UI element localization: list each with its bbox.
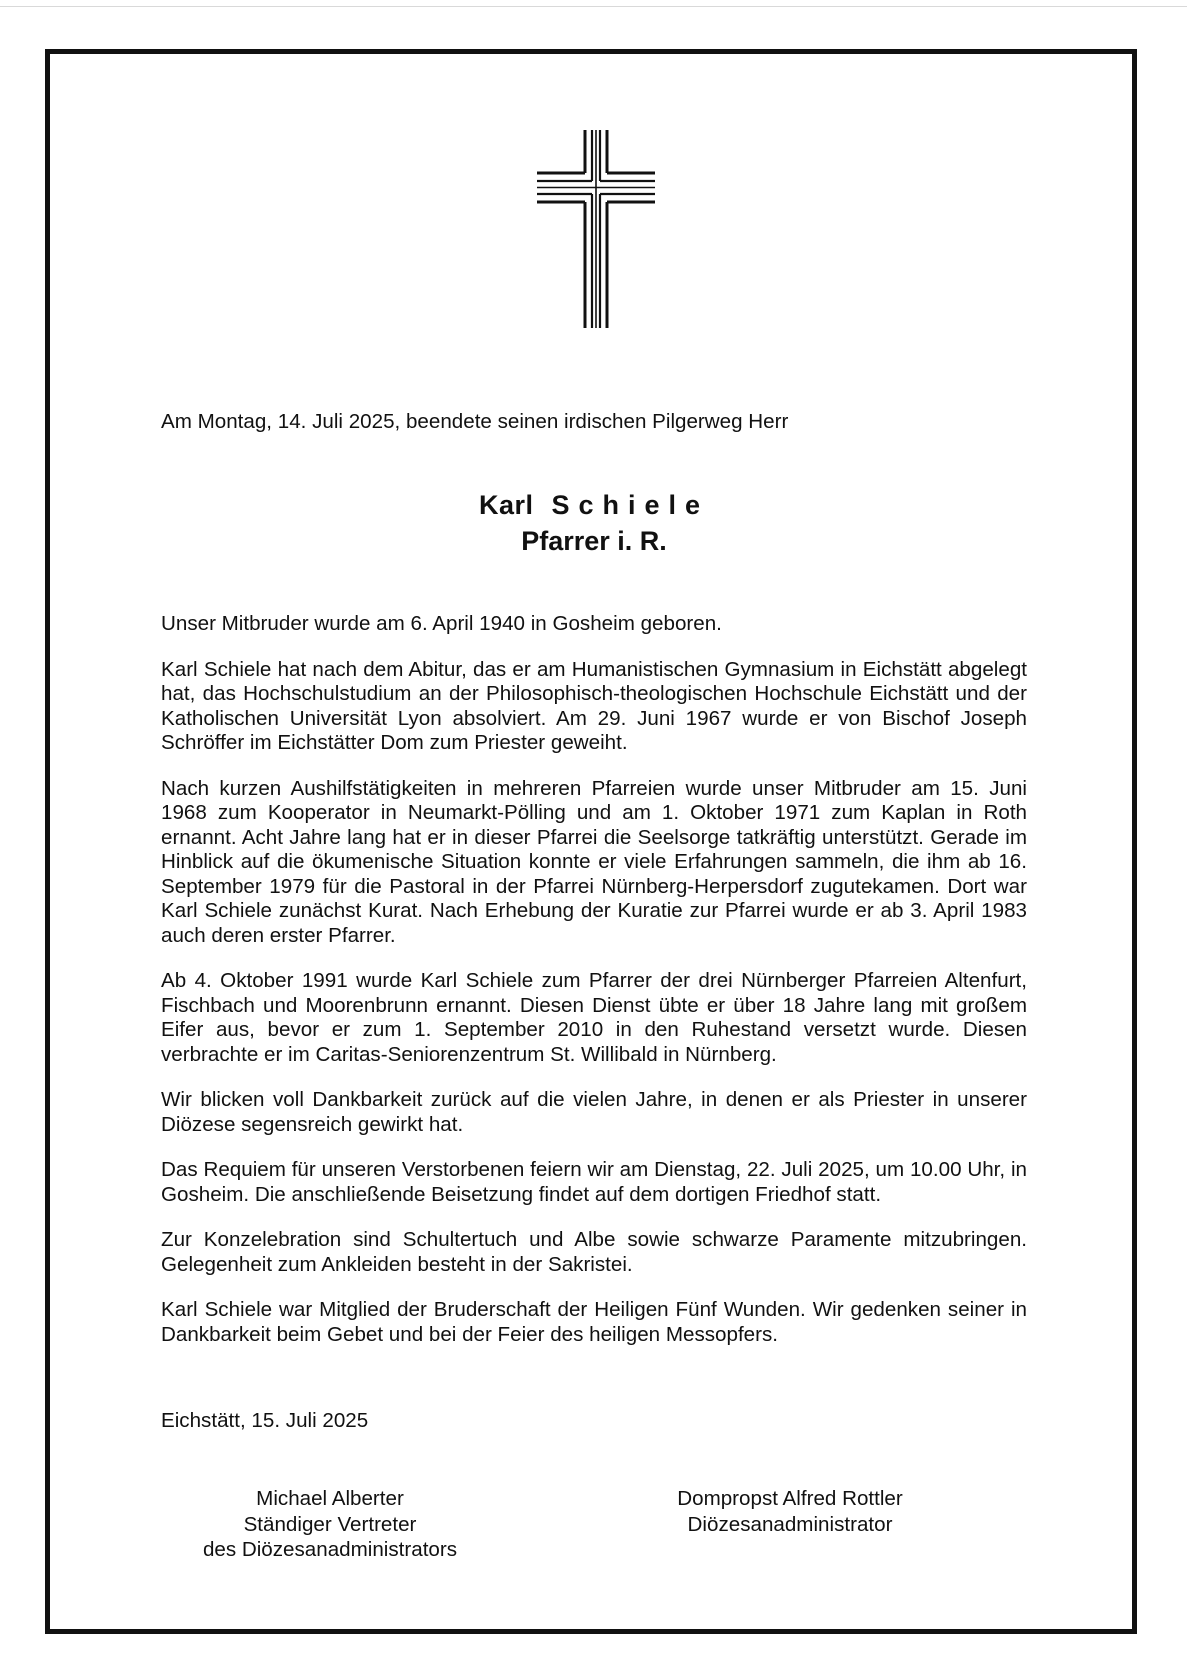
signature-right bbox=[640, 1486, 940, 1537]
place-date: Eichstätt, 15. Juli 2025 bbox=[161, 1409, 369, 1432]
signature-left bbox=[180, 1486, 480, 1563]
intro-text: Am Montag, 14. Juli 2025, beendete seinen irdischen Pilgerweg Herr bbox=[161, 410, 789, 433]
obituary-body bbox=[161, 612, 1027, 1368]
paragraph-brotherhood: Karl Schiele war Mitglied der Bruderschaft der Heiligen Fünf Wunden. Wir gedenken seiner in Dankbarkeit beim Gebet und bei der Feier des heiligen Messopfers. bbox=[161, 1298, 1027, 1346]
paragraph-requiem: Das Requiem für unseren Verstorbenen feiern wir am Dienstag, 22. Juli 2025, um 10.00 Uhr, in Gosheim. Die anschließende Beisetzung findet auf dem dortigen Friedhof statt. bbox=[161, 1158, 1027, 1206]
paragraph-early-ministry: Nach kurzen Aushilfstätigkeiten in mehreren Pfarreien wurde unser Mitbruder am 15. Juni 1968 zum Kooperator in Neumarkt-Pölling und am 1. Oktober 1971 zum Kaplan in Roth ernannt. Acht Jahre lang hat er in dieser Pfarrei die Seelsorge tatkräftig unterstützt. Gerade im Hinblick auf die ökumenische Situation konnte er viele Erfahrungen sammeln, die ihm ab 16. September 1979 für die Pastoral in der Pfarrei Nürnberg-Herpersdorf zugutekamen. Dort war Karl Schiele zunächst Kurat. Nach Erhebung der Kuratie zur Pfarrei wurde er ab 3. April 1983 auch deren erster Pfarrer. bbox=[161, 776, 1027, 947]
surname: Schiele bbox=[551, 490, 710, 520]
paragraph-later-ministry: Ab 4. Oktober 1991 wurde Karl Schiele zum Pfarrer der drei Nürnberger Pfarreien Altenfurt, Fischbach und Moorenbrunn ernannt. Diesen Dienst übte er über 18 Jahre lang mit großem Eifer aus, bevor er zum 1. September 2010 in den Ruhestand versetzt wurde. Diesen verbrachte er im Caritas-Seniorenzentrum St. Willibald in Nürnberg. bbox=[161, 969, 1027, 1066]
signatory-name: Dompropst Alfred Rottler bbox=[677, 1487, 903, 1510]
signatory-role: Diözesanadministrator bbox=[687, 1512, 893, 1536]
signatory-role: Ständiger Vertreter bbox=[243, 1512, 417, 1536]
signatory-role-continued: des Diözesanadministrators bbox=[202, 1538, 458, 1561]
deceased-name-block bbox=[161, 487, 1027, 559]
deceased-name bbox=[161, 487, 1027, 523]
deceased-title: Pfarrer i. R. bbox=[521, 526, 667, 556]
paragraph-birth: Unser Mitbruder wurde am 6. April 1940 in Gosheim geboren. bbox=[161, 612, 722, 635]
first-name: Karl bbox=[478, 490, 534, 520]
paragraph-concelebration: Zur Konzelebration sind Schultertuch und Albe sowie schwarze Paramente mitzubringen. Gelegenheit zum Ankleiden besteht in der Sakristei. bbox=[161, 1228, 1027, 1276]
signatory-name: Michael Alberter bbox=[256, 1487, 404, 1510]
paragraph-gratitude: Wir blicken voll Dankbarkeit zurück auf die vielen Jahre, in denen er als Priester in unserer Diözese segensreich gewirkt hat. bbox=[161, 1088, 1027, 1136]
cross-icon bbox=[537, 130, 655, 328]
top-divider bbox=[0, 6, 1187, 7]
paragraph-education: Karl Schiele hat nach dem Abitur, das er am Humanistischen Gymnasium in Eichstätt abgelegt hat, das Hochschulstudium an der Philosophisch-theologischen Hochschule Eichstätt und der Katholischen Universität Lyon absolviert. Am 29. Juni 1967 wurde er von Bischof Joseph Schröffer im Eichstätter Dom zum Priester geweiht. bbox=[161, 657, 1027, 754]
